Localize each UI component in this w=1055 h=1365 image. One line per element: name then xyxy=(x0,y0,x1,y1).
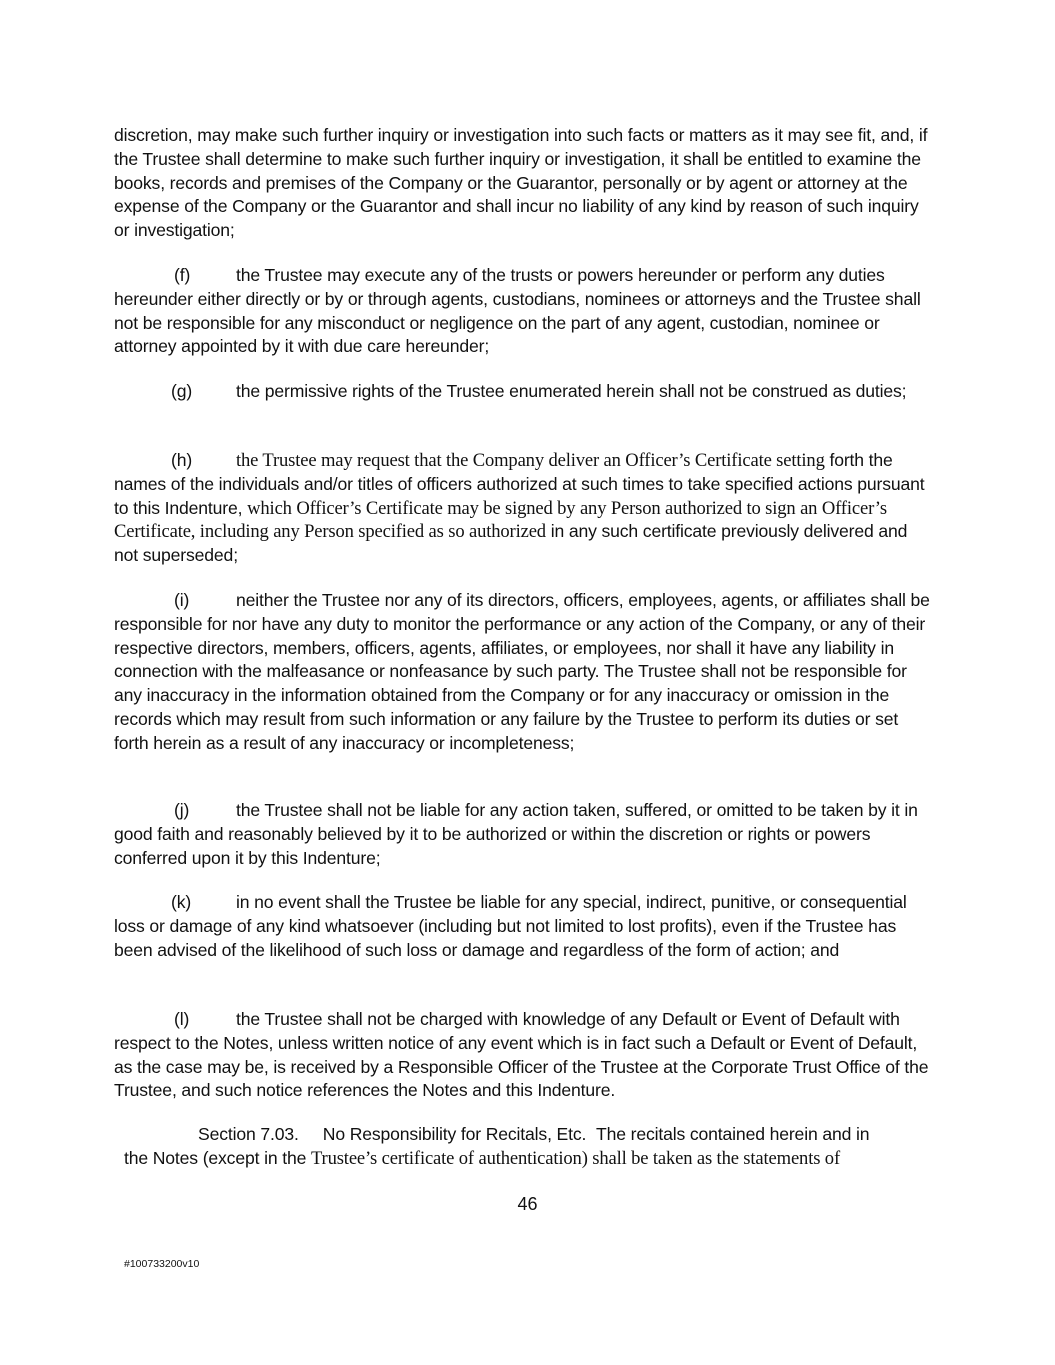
section-text: The recitals contained herein and in xyxy=(596,1124,870,1144)
clause-label: (g) xyxy=(171,381,193,401)
clause-f xyxy=(114,264,934,359)
clause-l xyxy=(114,1008,934,1103)
clause-text: the Trustee may request that the Company deliver an Officer’s Certificate setting xyxy=(236,450,825,471)
clause-h xyxy=(114,449,934,568)
clause-k xyxy=(114,891,934,962)
clause-text-end: in any such certificate previously delivered and not superseded; xyxy=(114,521,908,566)
clause-i xyxy=(114,589,934,756)
clause-text: the Trustee shall not be liable for any action taken, suffered, or omitted to be taken by it in good faith and reasonably believed by it to be authorized or within the discretion or rights or powers conferred upon it by this Indenture; xyxy=(114,800,918,868)
section-number: Section 7.03. xyxy=(198,1124,299,1144)
intro-text: discretion, may make such further inquiry or investigation into such facts or matters as it may see fit, and, if the Trustee shall determine to make such further inquiry or investigation, it shall be entitled to examine the books, records and premises of the Company or the Guarantor, personally or by agent or attorney at the expense of the Company or the Guarantor and shall incur no liability of any kind by reason of such inquiry or investigation; xyxy=(114,125,928,241)
page-number: 46 xyxy=(517,1194,538,1214)
intro-paragraph xyxy=(114,124,934,243)
clause-text: neither the Trustee nor any of its directors, officers, employees, agents, or affiliates shall be responsible for nor have any duty to monitor the performance or any action of the Company, or any of their respective directors, members, officers, agents, affiliates, or employees, nor shall it have any liability in connection with the malfeasance or nonfeasance by such party. The Trustee shall not be responsible for any inaccuracy in the information obtained from the Company or for any inaccuracy or omission in the records which may result from such information or any failure by the Trustee to perform its duties or set forth herein as a result of any inaccuracy or incompleteness; xyxy=(114,590,930,753)
clause-text: the Trustee may execute any of the trusts or powers hereunder or perform any duties hereunder either directly or by or through agents, custodians, nominees or attorneys and the Trustee shall not be responsible for any misconduct or negligence on the part of any agent, custodian, nominee or attorney appointed by it with due care hereunder; xyxy=(114,265,921,357)
clause-label: (h) xyxy=(171,450,193,470)
clause-text: the Trustee shall not be charged with knowledge of any Default or Event of Default with respect to the Notes, unless written notice of any event which is in fact such a Default or Event of Default, as the case may be, is received by a Responsible Officer of the Trustee at the Corporate Trust Office of the Trustee, and such notice references the Notes and this Indenture. xyxy=(114,1009,929,1101)
section-7-03 xyxy=(124,1123,936,1171)
clause-text-continued: forth the names of the individuals and/or titles of officers authorized at such times to take specified actions pursuant to this Indenture, xyxy=(114,450,925,518)
clause-g xyxy=(114,380,934,404)
section-text-serif: Trustee’s certificate of authentication) shall be taken as the statements of xyxy=(310,1147,840,1169)
clause-label: (f) xyxy=(174,265,191,285)
section-heading: No Responsibility for Recitals, Etc. xyxy=(322,1124,587,1144)
clause-j xyxy=(114,799,934,870)
clause-text-serif: which Officer’s Certificate may be signed by any Person authorized to sign an Officer’s Certificate, including any Person specified as so authorized xyxy=(114,497,887,543)
clause-label: (i) xyxy=(174,590,190,610)
clause-label: (k) xyxy=(171,892,192,912)
clause-label: (l) xyxy=(174,1009,190,1029)
clause-label: (j) xyxy=(174,800,190,820)
document-id: #100733200v10 xyxy=(124,1258,200,1270)
clause-text: in no event shall the Trustee be liable for any special, indirect, punitive, or consequential loss or damage of any kind whatsoever (including but not limited to lost profits), even if the Trustee has been advised of the likelihood of such loss or damage and regardless of the form of action; and xyxy=(114,892,907,960)
clause-text: the permissive rights of the Trustee enumerated herein shall not be construed as duties; xyxy=(236,381,907,401)
section-text-continued: the Notes (except in the xyxy=(124,1147,307,1168)
